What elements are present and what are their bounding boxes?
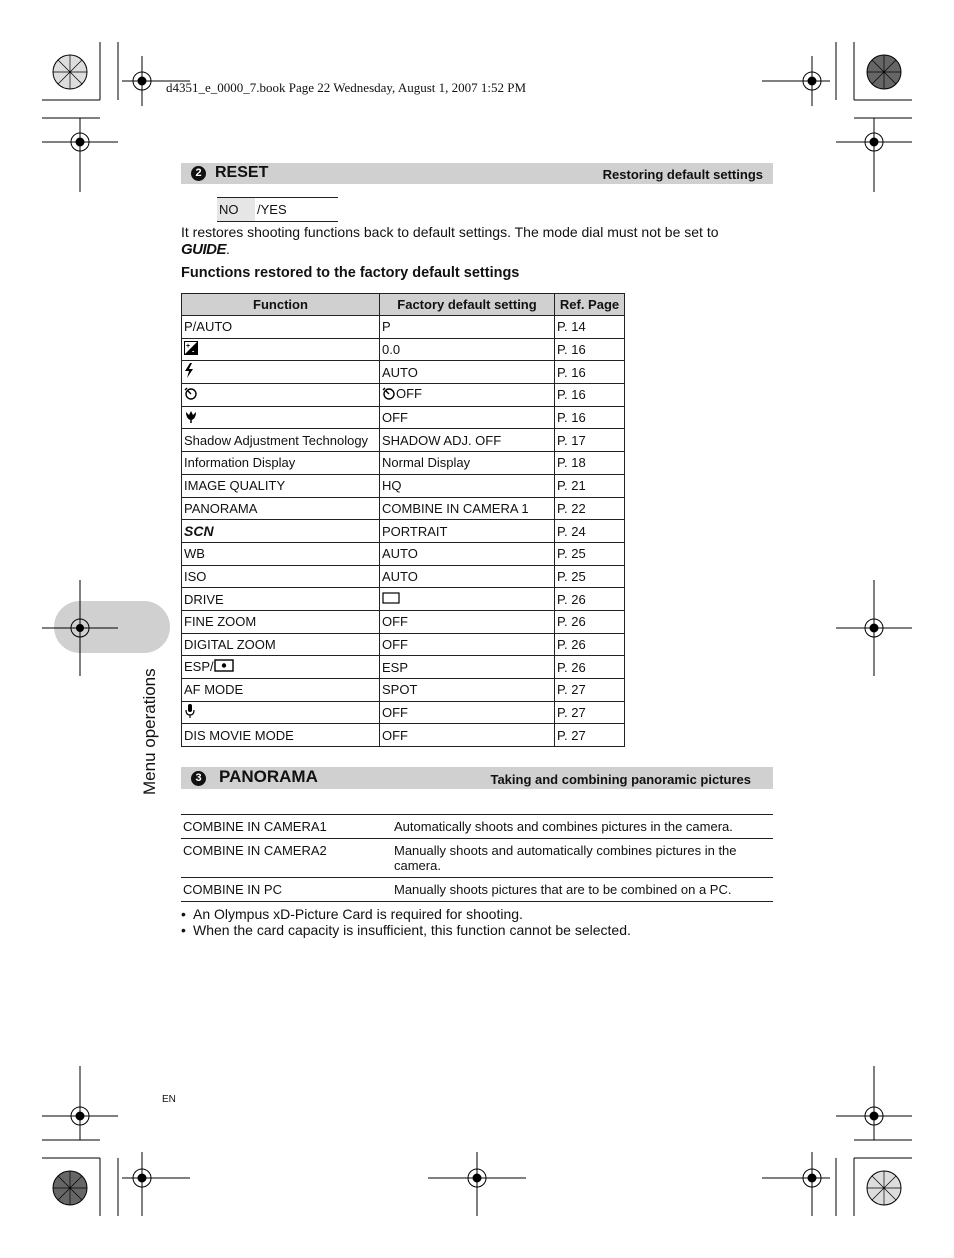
setting-cell [380, 384, 555, 407]
table-row [182, 316, 625, 339]
function-name: IMAGE QUALITY [184, 478, 286, 494]
svg-text:+: + [186, 343, 191, 351]
table-row [182, 701, 625, 724]
default-setting: OFF [382, 614, 408, 630]
spot-metering-icon [214, 659, 234, 675]
ref-page: P. 27 [555, 679, 625, 702]
reset-description-text: It restores shooting functions back to default settings. The mode dial must not be set to [181, 224, 719, 240]
ref-page: P. 26 [555, 656, 625, 679]
default-setting: OFF [382, 410, 408, 426]
table-row [182, 474, 625, 497]
panorama-notes [181, 906, 631, 938]
ref-page: P. 25 [555, 565, 625, 588]
default-setting: OFF [396, 386, 422, 402]
table-row [181, 815, 773, 839]
row-value: Manually shoots and automatically combines pictures in the camera. [394, 843, 737, 873]
self-timer-icon [184, 386, 198, 403]
table-row [182, 679, 625, 702]
table-row [182, 406, 625, 429]
function-cell [182, 656, 380, 679]
macro-icon [184, 409, 198, 426]
default-setting: AUTO [382, 568, 418, 584]
default-setting: 0.0 [382, 342, 401, 358]
ref-page: P. 16 [555, 338, 625, 361]
default-setting: SPOT [382, 682, 418, 698]
setting-cell [380, 406, 555, 429]
table-row [182, 724, 625, 747]
ref-page: P. 24 [555, 520, 625, 543]
function-name: P/AUTO [184, 319, 233, 335]
function-cell [182, 429, 380, 452]
table-row [182, 497, 625, 520]
function-name: ESP/ [184, 658, 214, 674]
setting-cell [380, 474, 555, 497]
row-key: COMBINE IN CAMERA2 [183, 843, 327, 858]
setting-cell [380, 656, 555, 679]
table-row [181, 878, 773, 902]
function-name: DIS MOVIE MODE [184, 727, 294, 743]
row-value: Automatically shoots and combines pictures in the camera. [394, 819, 733, 834]
defaults-table [181, 293, 625, 747]
setting-cell [380, 724, 555, 747]
row-key: COMBINE IN PC [183, 882, 282, 897]
table-row [182, 520, 625, 543]
ref-page: P. 26 [555, 633, 625, 656]
setting-cell [380, 452, 555, 475]
setting-cell [380, 316, 555, 339]
setting-cell [380, 542, 555, 565]
guide-mode-label: GUIDE [181, 241, 227, 258]
table-row [182, 565, 625, 588]
side-crosshair-icon [42, 580, 118, 676]
column-header: Ref. Page [555, 294, 625, 316]
default-setting: OFF [382, 705, 408, 721]
microphone-icon [184, 704, 196, 722]
reset-description: It restores shooting functions back to default settings. The mode dial must not be set to GUIDE. [181, 224, 719, 258]
reset-options [217, 197, 338, 222]
function-name: Information Display [184, 455, 296, 471]
setting-cell [380, 520, 555, 543]
default-setting: Normal Display [382, 455, 471, 471]
default-setting: AUTO [382, 546, 418, 562]
option-yes: /YES [257, 202, 287, 217]
default-setting: ESP [382, 659, 409, 675]
table-row [182, 588, 625, 611]
ref-page: P. 21 [555, 474, 625, 497]
function-cell [182, 520, 380, 543]
panorama-section-bar [181, 767, 773, 789]
setting-cell [380, 338, 555, 361]
ref-page: P. 25 [555, 542, 625, 565]
ref-page: P. 16 [555, 384, 625, 407]
reset-section-bar [181, 163, 773, 184]
file-header: d4351_e_0000_7.book Page 22 Wednesday, August 1, 2007 1:52 PM [166, 80, 527, 95]
setting-cell [380, 610, 555, 633]
ref-page: P. 26 [555, 610, 625, 633]
option-no: NO [217, 198, 255, 221]
default-setting: AUTO [382, 364, 418, 380]
table-header-row [182, 294, 625, 316]
setting-cell [380, 588, 555, 611]
default-setting: PORTRAIT [382, 523, 448, 539]
table-heading: Functions restored to the factory default settings [181, 265, 520, 281]
setting-cell [380, 565, 555, 588]
table-row [182, 633, 625, 656]
svg-text:-: - [192, 348, 195, 356]
ref-page: P. 18 [555, 452, 625, 475]
panorama-subtitle: Taking and combining panoramic pictures [490, 772, 751, 787]
panorama-title: PANORAMA [219, 767, 318, 786]
function-name: FINE ZOOM [184, 614, 257, 630]
row-value: Manually shoots pictures that are to be combined on a PC. [394, 882, 732, 897]
exposure-compensation-icon [184, 341, 198, 358]
default-setting: COMBINE IN CAMERA 1 [382, 500, 529, 516]
setting-cell [380, 633, 555, 656]
flash-icon [184, 363, 194, 381]
function-cell [182, 565, 380, 588]
table-row [182, 429, 625, 452]
ref-page: P. 14 [555, 316, 625, 339]
setting-cell [380, 701, 555, 724]
section-number-badge: 2 [191, 166, 206, 181]
default-setting: P [382, 319, 391, 335]
function-cell [182, 474, 380, 497]
note-item: • When the card capacity is insufficient, this function cannot be selected. [181, 922, 631, 938]
function-cell [182, 406, 380, 429]
table-row [182, 384, 625, 407]
note-item: • An Olympus xD-Picture Card is required for shooting. [181, 906, 631, 922]
section-side-label: Menu operations [140, 668, 159, 795]
table-row [182, 542, 625, 565]
column-header: Factory default setting [380, 294, 555, 316]
function-cell [182, 316, 380, 339]
function-cell [182, 588, 380, 611]
function-name: Shadow Adjustment Technology [184, 432, 369, 448]
function-cell [182, 633, 380, 656]
ref-page: P. 17 [555, 429, 625, 452]
function-cell [182, 384, 380, 407]
ref-page: P. 27 [555, 701, 625, 724]
function-name: PANORAMA [184, 500, 258, 516]
single-frame-icon [382, 592, 400, 607]
function-name: DRIVE [184, 591, 224, 607]
setting-cell [380, 679, 555, 702]
default-setting: HQ [382, 478, 402, 494]
function-cell [182, 338, 380, 361]
ref-page: P. 16 [555, 361, 625, 384]
ref-page: P. 27 [555, 724, 625, 747]
function-name: AF MODE [184, 682, 244, 698]
function-cell [182, 497, 380, 520]
table-row [182, 452, 625, 475]
default-setting: OFF [382, 727, 408, 743]
function-name: SCN [184, 523, 214, 540]
language-marker: EN [162, 1094, 176, 1105]
table-row [182, 338, 625, 361]
row-key: COMBINE IN CAMERA1 [183, 819, 327, 834]
function-name: WB [184, 546, 205, 562]
function-cell [182, 452, 380, 475]
setting-cell [380, 361, 555, 384]
column-header: Function [182, 294, 380, 316]
setting-cell [380, 429, 555, 452]
function-cell [182, 724, 380, 747]
function-name: DIGITAL ZOOM [184, 636, 276, 652]
table-row [181, 839, 773, 878]
function-cell [182, 542, 380, 565]
table-row [182, 656, 625, 679]
function-cell [182, 610, 380, 633]
table-row [182, 610, 625, 633]
default-setting: SHADOW ADJ. OFF [382, 432, 502, 448]
panorama-table [181, 814, 773, 902]
section-number-badge: 3 [191, 771, 206, 786]
ref-page: P. 26 [555, 588, 625, 611]
function-cell [182, 701, 380, 724]
ref-page: P. 22 [555, 497, 625, 520]
function-cell [182, 361, 380, 384]
table-row [182, 361, 625, 384]
function-cell [182, 679, 380, 702]
function-name: ISO [184, 568, 207, 584]
self-timer-icon [382, 386, 396, 403]
reset-title: RESET [215, 164, 269, 181]
setting-cell [380, 497, 555, 520]
default-setting: OFF [382, 636, 408, 652]
reset-subtitle: Restoring default settings [602, 167, 763, 182]
ref-page: P. 16 [555, 406, 625, 429]
